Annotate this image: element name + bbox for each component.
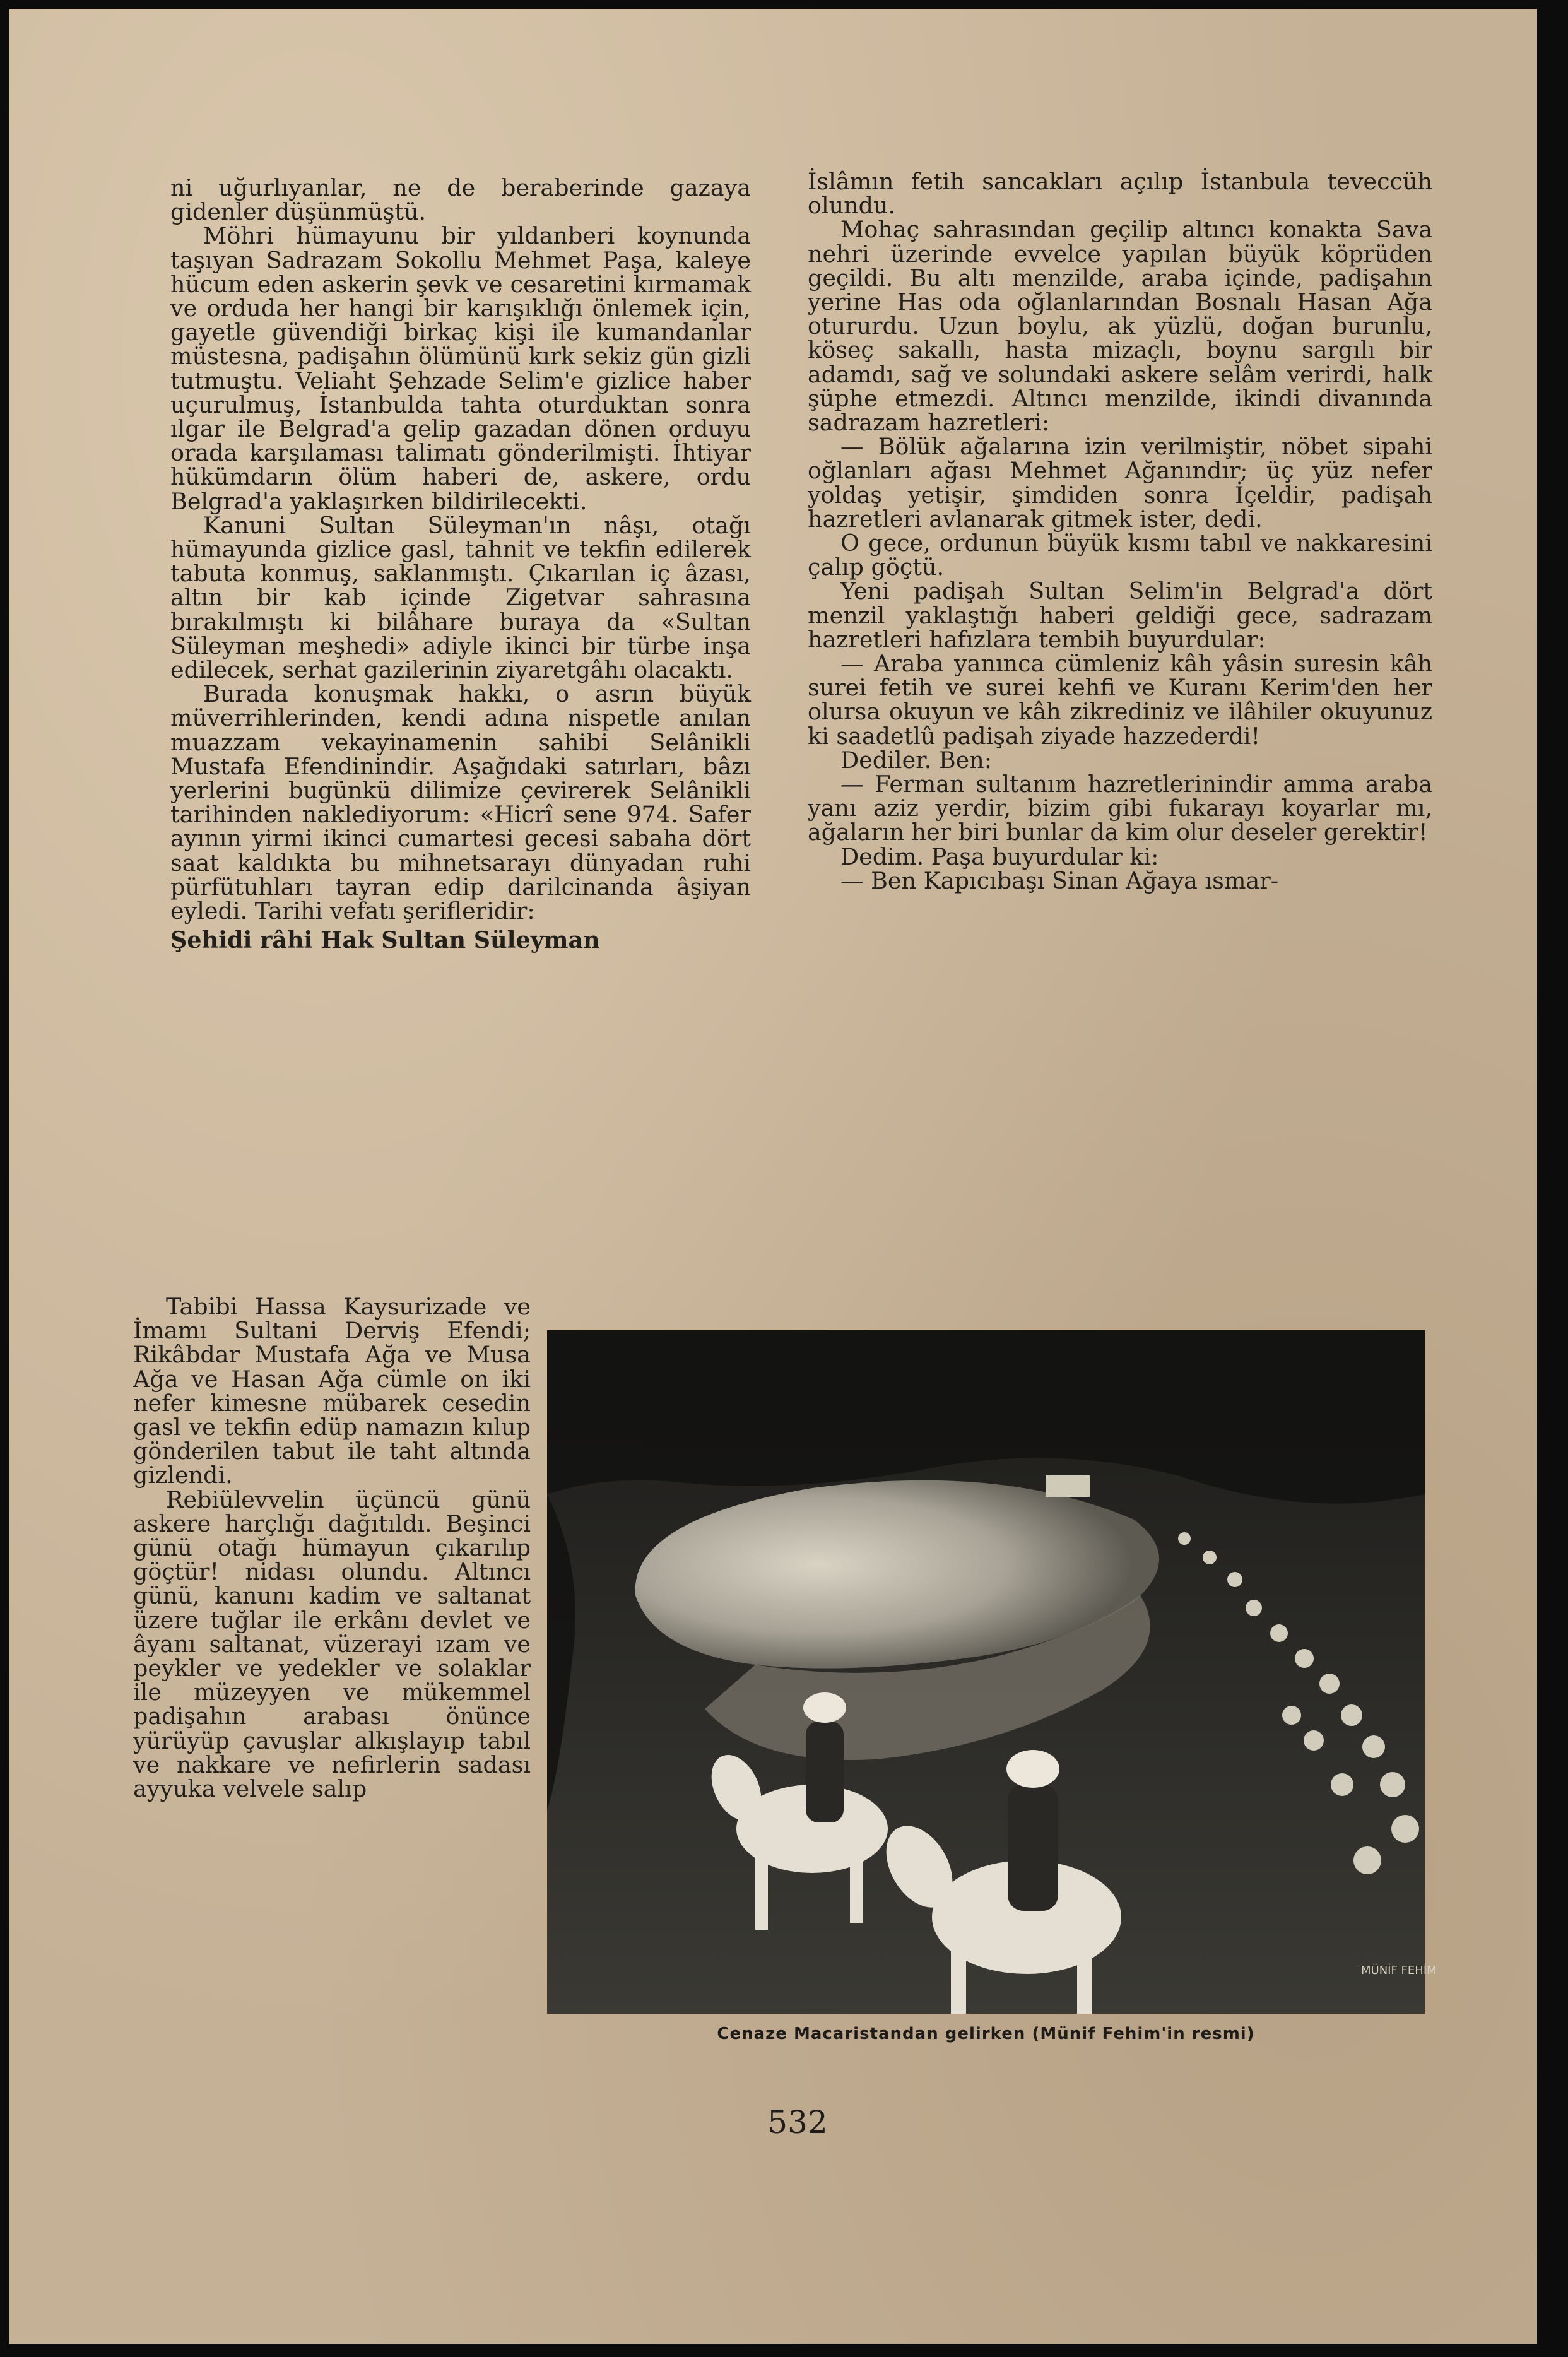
- carriage: [1046, 1475, 1090, 1497]
- paragraph: — Ben Kapıcıbaşı Sinan Ağaya ısmar-: [840, 866, 1279, 894]
- paragraph: Tabibi Hassa Kaysurizade ve İmamı Sultani Derviş Efendi; Rikâbdar Mustafa Ağa ve Musa Ağa ve Hasan Ağa cümle on iki nefer kimesne mübarek cesedin gasl ve tekfin edüp namazın kılup gönderilen tabut ile taht altında gizlendi.: [133, 1293, 531, 1489]
- paragraph: ni uğurlıyanlar, ne de beraberinde gazaya gidenler düşünmüştü.: [170, 174, 751, 226]
- illustration-drawing: [547, 1330, 1437, 2014]
- paragraph: Dedim. Paşa buyurdular ki:: [840, 842, 1159, 870]
- paragraph: İslâmın fetih sancakları açılıp İstanbula teveccüh olundu.: [808, 168, 1432, 220]
- page-number: 532: [767, 2104, 828, 2141]
- left-column-wrap: [133, 1295, 531, 1801]
- section-heading: Şehidi râhi Hak Sultan Süleyman: [170, 926, 600, 954]
- artist-signature: MÜNİF FEHİM: [1361, 1964, 1437, 1977]
- paragraph: Dediler. Ben:: [840, 746, 993, 774]
- paragraph: — Araba yanınca cümleniz kâh yâsin suresin kâh surei fetih ve surei kehfi ve Kuranı Kerim'den her olursa okuyun ve kâh zikrediniz ve ilâhiler okuyunuz ki saadetlû padişah ziyade hazzederdi!: [808, 650, 1432, 750]
- right-column: [808, 170, 1432, 893]
- funeral-procession-illustration: [547, 1330, 1437, 2014]
- paragraph: — Ferman sultanım hazretlerinindir amma araba yanı aziz yerdir, bizim gibi fukarayı koyarlar mı, ağaların her biri bunlar da kim olur deseler gerektir!: [808, 771, 1432, 846]
- paragraph: Rebiülevvelin üçüncü günü askere harçlığı dağıtıldı. Beşinci günü otağı hümayun çıkarılıp göçtür! nidası olundu. Altıncı günü, kanunı kadim ve saltanat üzere tuğlar ile erkânı devlet ve âyanı saltanat, vüzerayi ızam ve peykler ve yedekler ve solaklar ile müzeyyen ve mükemmel padişahın arabası önünce yürüyüp çavuşlar alkışlayıp tabıl ve nakkare ve nefirlerin sadası ayyuka velvele salıp: [133, 1486, 531, 1803]
- paragraph: — Bölük ağalarına izin verilmiştir, nöbet sipahi oğlanları ağası Mehmet Ağanındır; üç yüz nefer yoldaş yetişir, şimdiden sonra İçeldir, padişah hazretleri avlanarak gitmek ister, dedi.: [808, 433, 1432, 533]
- paragraph: Kanuni Sultan Süleyman'ın nâşı, otağı hümayunda gizlice gasl, tahnit ve tekfin edilerek tabuta konmuş, saklanmıştı. Çıkarılan iç âzası, altın bir kab içinde Zigetvar sahrasına bırakılmıştı ki bilâhare buraya da «Sultan Süleyman meşhedi» adiyle ikinci bir türbe inşa edilecek, serhat gazilerinin ziyaretgâhı olacaktı.: [170, 511, 751, 684]
- figure-caption: Cenaze Macaristandan gelirken (Münif Fehim'in resmi): [717, 2024, 1255, 2043]
- newspaper-page: [9, 9, 1537, 2344]
- paragraph: Mohaç sahrasından geçilip altıncı konakta Sava nehri üzerinde evvelce yapılan büyük köprüden geçildi. Bu altı menzilde, araba içinde, padişahın yerine Has oda oğlanlarından Bosnalı Hasan Ağa otururdu. Uzun boylu, ak yüzlü, doğan burunlu, köseç sakallı, hasta mizaçlı, boynu sargılı bir adamdı, sağ ve solundaki askere selâm verirdi, halk şüphe etmezdi. Altıncı menzilde, ikindi divanında sadrazam hazretleri:: [808, 216, 1432, 437]
- paragraph: O gece, ordunun büyük kısmı tabıl ve nakkaresini çalıp göçtü.: [808, 529, 1432, 581]
- paragraph: Burada konuşmak hakkı, o asrın büyük müverrihlerinden, kendi adına nispetle anılan muazzam vekayinamenin sahibi Selânikli Mustafa Efendinindir. Aşağıdaki satırları, bâzı yerlerini bugünkü dilimize çevirerek Selânikli tarihinden naklediyorum: «Hicrî sene 974. Safer ayının yirmi ikinci cumartesi gecesi sabaha dört saat kaldıkta bu mihnetsarayı dünyadan ruhi pürfütuhları tayran edip darilcinanda âşiyan eyledi. Tarihi vefatı şerifleridir:: [170, 680, 751, 925]
- paragraph: Möhri hümayunu bir yıldanberi koynunda taşıyan Sadrazam Sokollu Mehmet Paşa, kaleye hücum eden askerin şevk ve cesaretini kırmamak ve orduda her hangi bir karışıklığı önlemek için, gayetle güvendiği birkaç kişi ile kumandanlar müstesna, padişahın ölümünü kırk sekiz gün gizli tutmuştu. Veliaht Şehzade Selim'e gizlice haber uçurulmuş, İstanbulda tahta oturduktan sonra ılgar ile Belgrad'a gelip gazadan dönen orduyu orada karşılaması talimatı gönderilmişti. İhtiyar hükümdarın ölüm haberi de, askere, ordu Belgrad'a yaklaşırken bildirilecekti.: [170, 222, 751, 515]
- left-column-top: [170, 176, 751, 953]
- paragraph: Yeni padişah Sultan Selim'in Belgrad'a dört menzil yaklaştığı haberi geldiği gece, sadrazam hazretleri hafızlara tembih buyurdular:: [808, 577, 1432, 653]
